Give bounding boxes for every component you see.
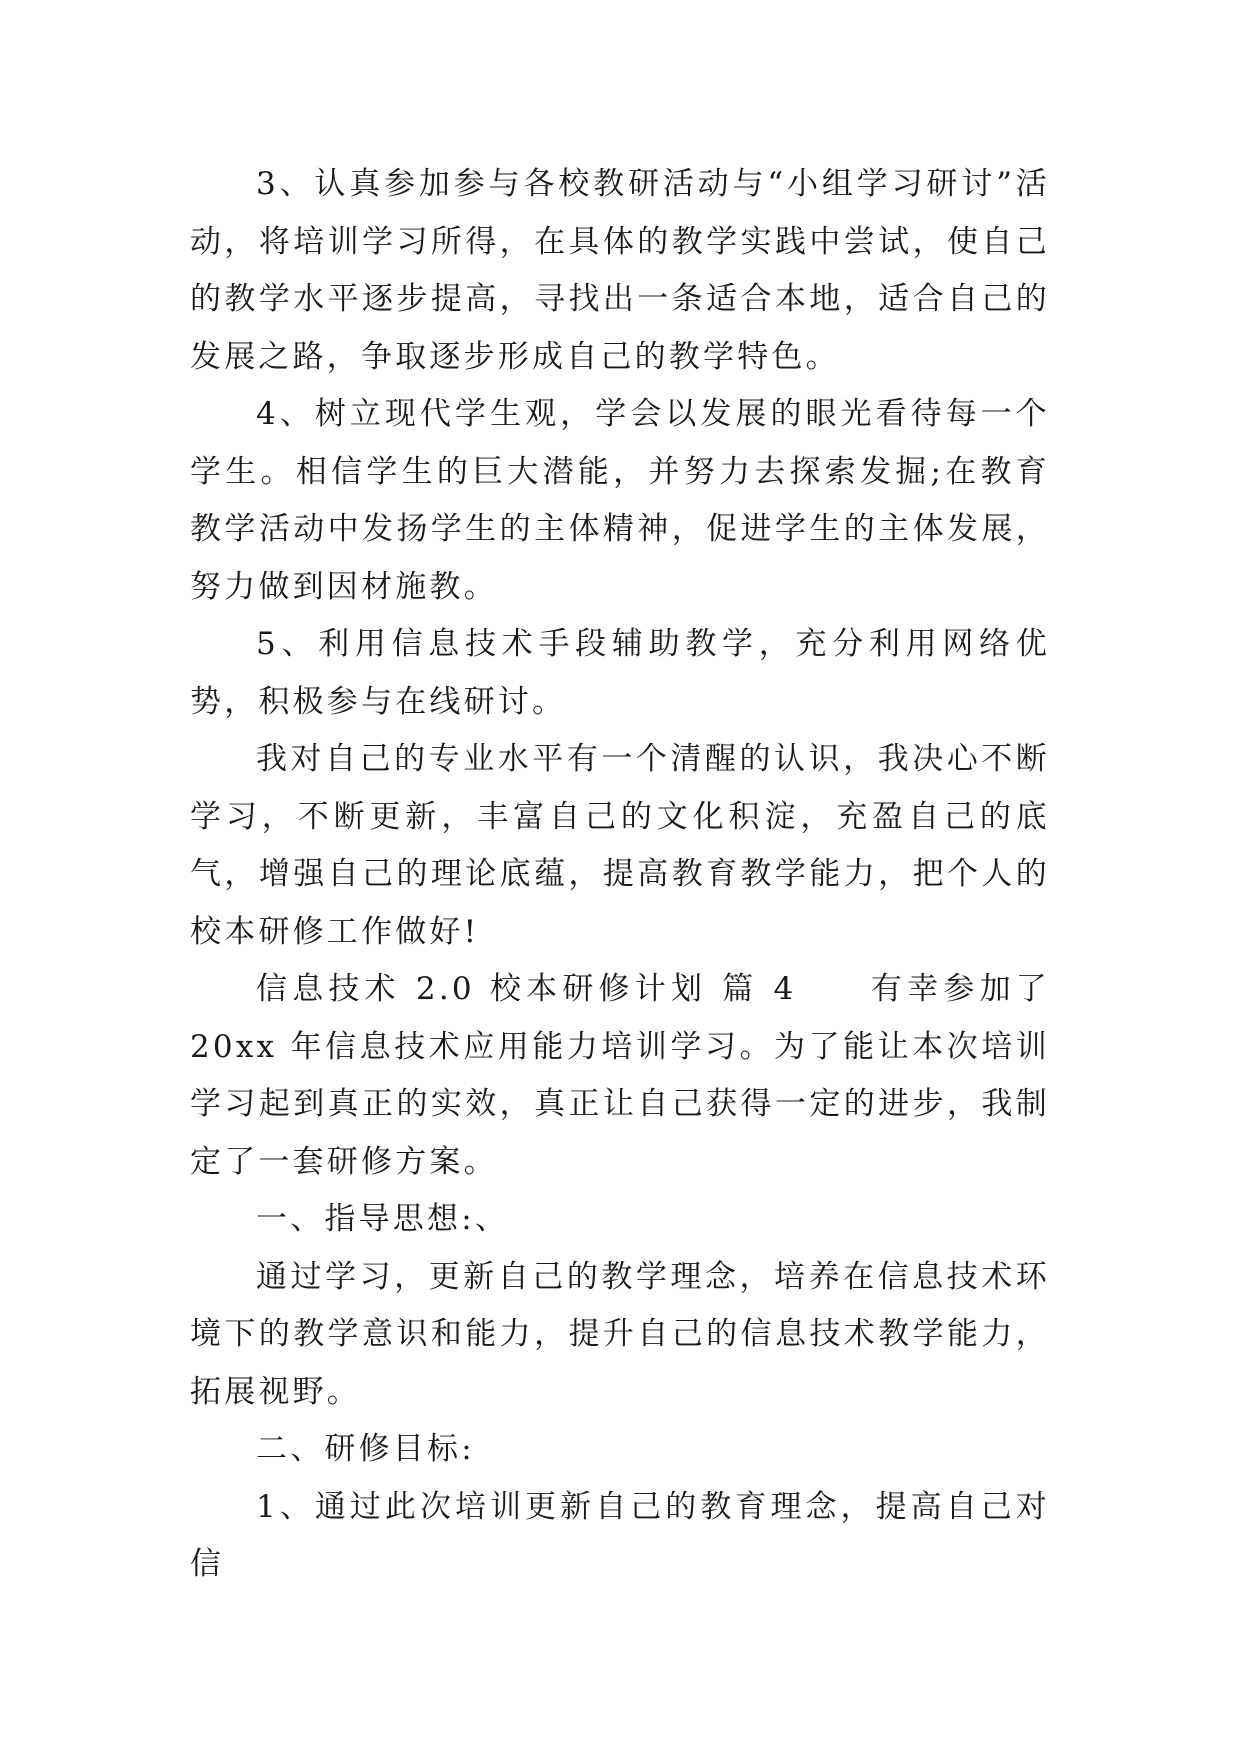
paragraph-item-3: 3、认真参加参与各校教研活动与“小组学习研讨”活动，将培训学习所得，在具体的教学实践中尝试，使自己的教学水平逐步提高，寻找出一条适合本地，适合自己的发展之路，争取逐步形成自己的教学特色。	[190, 166, 1050, 375]
paragraph-goal-1: 1、通过此次培训更新自己的教育理念，提高自己对信	[190, 1488, 1050, 1582]
document-body	[190, 156, 1050, 1594]
paragraph-section-4-intro: 信息技术 2.0 校本研修计划 篇 4 有幸参加了 20xx 年信息技术应用能力培训学习。为了能让本次培训学习起到真正的实效，真正让自己获得一定的进步，我制定了一套研修方案。	[190, 971, 1050, 1180]
paragraph-reflection: 我对自己的专业水平有一个清醒的认识，我决心不断学习，不断更新，丰富自己的文化积淀，充盈自己的底气，增强自己的理论底蕴，提高教育教学能力，把个人的校本研修工作做好!	[190, 741, 1050, 950]
paragraph-item-5: 5、利用信息技术手段辅助教学，充分利用网络优势，积极参与在线研讨。	[190, 626, 1050, 720]
heading-study-goals: 二、研修目标:	[256, 1431, 475, 1467]
heading-guiding-thought: 一、指导思想:、	[256, 1201, 510, 1237]
paragraph-item-4: 4、树立现代学生观，学会以发展的眼光看待每一个学生。相信学生的巨大潜能，并努力去探索发掘;在教育教学活动中发扬学生的主体精神，促进学生的主体发展，努力做到因材施教。	[190, 396, 1050, 605]
paragraph-guiding-thought: 通过学习，更新自己的教学理念，培养在信息技术环境下的教学意识和能力，提升自己的信息技术教学能力，拓展视野。	[190, 1258, 1050, 1410]
